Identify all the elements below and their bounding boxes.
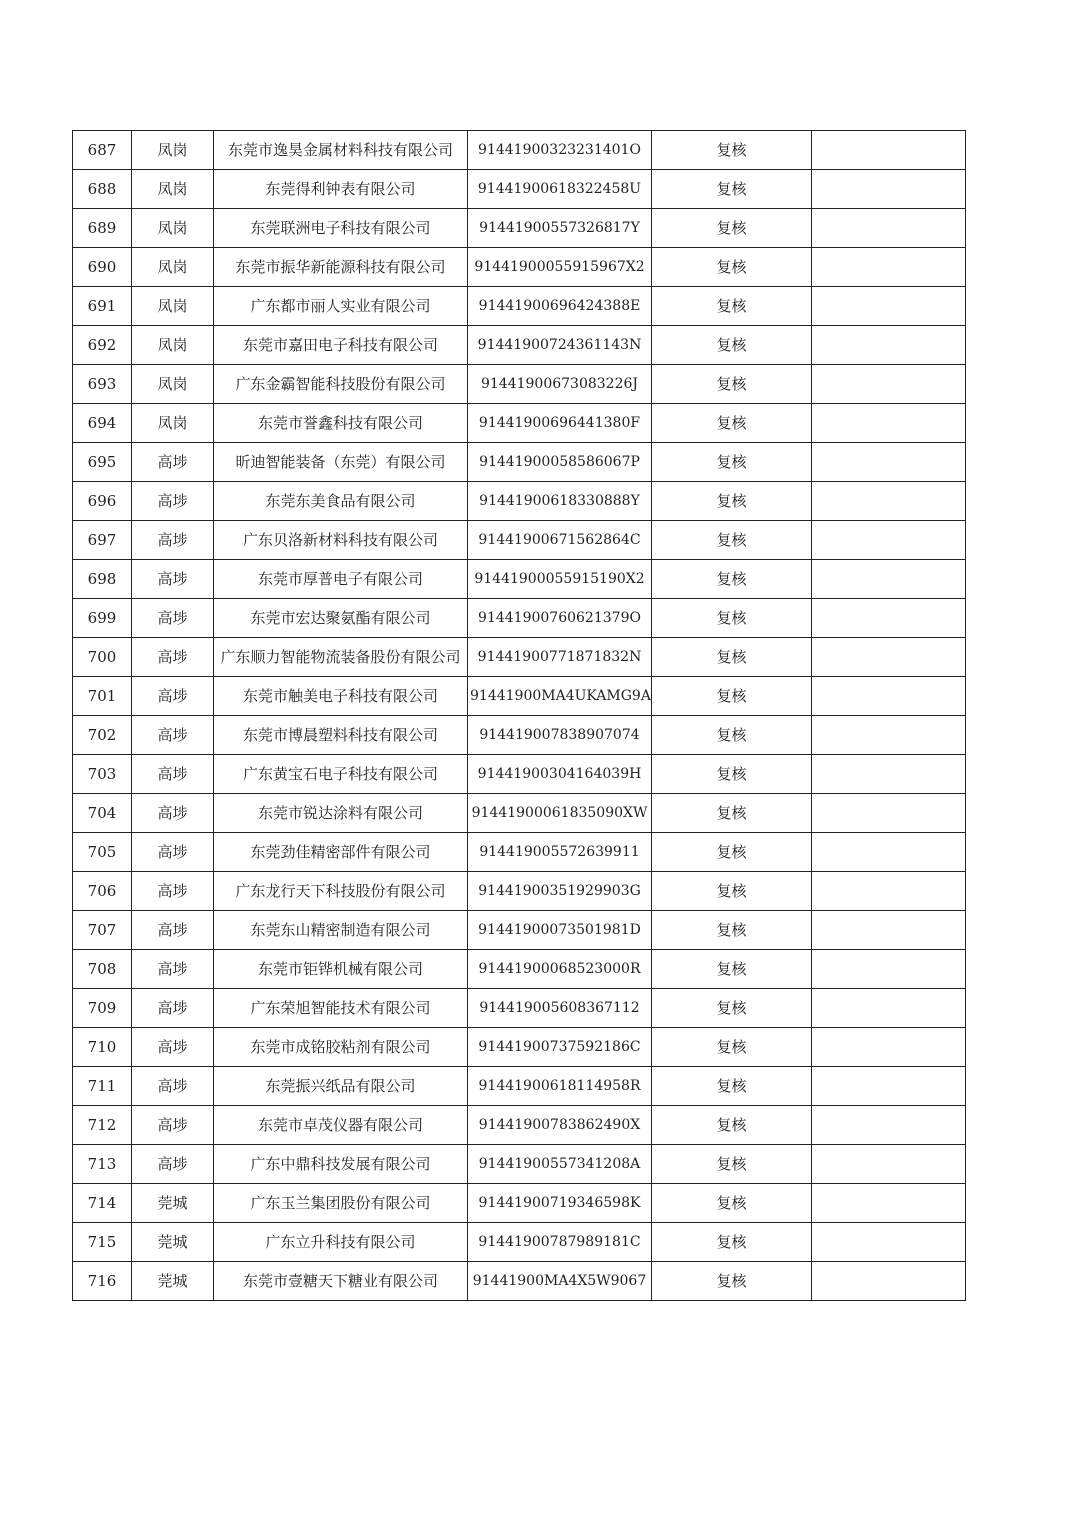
row-number: 697 [73, 521, 132, 560]
remark-cell [812, 326, 966, 365]
company-name: 东莞市卓茂仪器有限公司 [214, 1106, 468, 1145]
review-type: 复核 [652, 989, 812, 1028]
table-row [73, 755, 966, 794]
town-name: 高埗 [132, 482, 214, 521]
row-number: 699 [73, 599, 132, 638]
table-row [73, 404, 966, 443]
review-type: 复核 [652, 560, 812, 599]
row-number: 690 [73, 248, 132, 287]
credit-code: 91441900068523000R [468, 950, 652, 989]
remark-cell [812, 1223, 966, 1262]
table-row [73, 872, 966, 911]
row-number: 715 [73, 1223, 132, 1262]
table-row [73, 170, 966, 209]
remark-cell [812, 911, 966, 950]
table-row [73, 1184, 966, 1223]
table-row [73, 482, 966, 521]
town-name: 高埗 [132, 1028, 214, 1067]
row-number: 702 [73, 716, 132, 755]
credit-code: 91441900351929903G [468, 872, 652, 911]
row-number: 712 [73, 1106, 132, 1145]
review-type: 复核 [652, 443, 812, 482]
credit-code: 91441900696441380F [468, 404, 652, 443]
table-body [73, 131, 966, 1301]
company-name: 东莞东美食品有限公司 [214, 482, 468, 521]
remark-cell [812, 404, 966, 443]
row-number: 698 [73, 560, 132, 599]
enterprise-list-table [72, 130, 966, 1301]
credit-code: 91441900673083226J [468, 365, 652, 404]
company-name: 东莞市钜铧机械有限公司 [214, 950, 468, 989]
table-row [73, 1262, 966, 1301]
review-type: 复核 [652, 833, 812, 872]
town-name: 高埗 [132, 677, 214, 716]
row-number: 713 [73, 1145, 132, 1184]
company-name: 东莞市厚普电子有限公司 [214, 560, 468, 599]
town-name: 高埗 [132, 521, 214, 560]
row-number: 700 [73, 638, 132, 677]
row-number: 692 [73, 326, 132, 365]
credit-code: 91441900MA4X5W9067 [468, 1262, 652, 1301]
town-name: 凤岗 [132, 404, 214, 443]
credit-code: 91441900724361143N [468, 326, 652, 365]
company-name: 广东玉兰集团股份有限公司 [214, 1184, 468, 1223]
review-type: 复核 [652, 950, 812, 989]
town-name: 高埗 [132, 638, 214, 677]
table-row [73, 599, 966, 638]
row-number: 704 [73, 794, 132, 833]
credit-code: 91441900323231401O [468, 131, 652, 170]
table-row [73, 1145, 966, 1184]
credit-code: 91441900061835090XW [468, 794, 652, 833]
review-type: 复核 [652, 248, 812, 287]
town-name: 莞城 [132, 1262, 214, 1301]
company-name: 东莞市博晨塑料科技有限公司 [214, 716, 468, 755]
company-name: 东莞市触美电子科技有限公司 [214, 677, 468, 716]
credit-code: 91441900560836711​2 [468, 989, 652, 1028]
table-row [73, 209, 966, 248]
review-type: 复核 [652, 794, 812, 833]
credit-code: 91441900771871832N [468, 638, 652, 677]
row-number: 706 [73, 872, 132, 911]
credit-code: 91441900073501981D [468, 911, 652, 950]
table-row [73, 521, 966, 560]
review-type: 复核 [652, 170, 812, 209]
table-row [73, 248, 966, 287]
review-type: 复核 [652, 755, 812, 794]
town-name: 高埗 [132, 833, 214, 872]
table-row [73, 1106, 966, 1145]
review-type: 复核 [652, 131, 812, 170]
remark-cell [812, 1145, 966, 1184]
town-name: 凤岗 [132, 170, 214, 209]
row-number: 688 [73, 170, 132, 209]
town-name: 高埗 [132, 716, 214, 755]
row-number: 689 [73, 209, 132, 248]
remark-cell [812, 1106, 966, 1145]
credit-code: 91441900787989181C [468, 1223, 652, 1262]
credit-code: 91441900737592186C [468, 1028, 652, 1067]
company-name: 广东顺力智能物流装备股份有限公司 [214, 638, 468, 677]
review-type: 复核 [652, 872, 812, 911]
row-number: 687 [73, 131, 132, 170]
town-name: 凤岗 [132, 326, 214, 365]
remark-cell [812, 248, 966, 287]
town-name: 莞城 [132, 1184, 214, 1223]
remark-cell [812, 872, 966, 911]
row-number: 710 [73, 1028, 132, 1067]
town-name: 高埗 [132, 1067, 214, 1106]
company-name: 广东黄宝石电子科技有限公司 [214, 755, 468, 794]
company-name: 广东龙行天下科技股份有限公司 [214, 872, 468, 911]
remark-cell [812, 833, 966, 872]
review-type: 复核 [652, 1106, 812, 1145]
company-name: 东莞东山精密制造有限公司 [214, 911, 468, 950]
company-name: 东莞市逸昊金属材料科技有限公司 [214, 131, 468, 170]
company-name: 东莞市振华新能源科技有限公司 [214, 248, 468, 287]
town-name: 凤岗 [132, 209, 214, 248]
remark-cell [812, 365, 966, 404]
table-row [73, 443, 966, 482]
town-name: 高埗 [132, 443, 214, 482]
remark-cell [812, 1028, 966, 1067]
review-type: 复核 [652, 326, 812, 365]
table-row [73, 1028, 966, 1067]
credit-code: 91441900783862490X [468, 1106, 652, 1145]
review-type: 复核 [652, 404, 812, 443]
row-number: 707 [73, 911, 132, 950]
credit-code: 91441900058586067P [468, 443, 652, 482]
review-type: 复核 [652, 1223, 812, 1262]
company-name: 广东中鼎科技发展有限公司 [214, 1145, 468, 1184]
remark-cell [812, 443, 966, 482]
review-type: 复核 [652, 911, 812, 950]
company-name: 广东贝洛新材料科技有限公司 [214, 521, 468, 560]
company-name: 东莞市成铭胶粘剂有限公司 [214, 1028, 468, 1067]
row-number: 714 [73, 1184, 132, 1223]
review-type: 复核 [652, 716, 812, 755]
credit-code: 91441900783890707​4 [468, 716, 652, 755]
credit-code: 91441900557341208A [468, 1145, 652, 1184]
company-name: 广东都市丽人实业有限公司 [214, 287, 468, 326]
credit-code: 91441900557263991​1 [468, 833, 652, 872]
remark-cell [812, 1184, 966, 1223]
town-name: 高埗 [132, 911, 214, 950]
review-type: 复核 [652, 209, 812, 248]
review-type: 复核 [652, 482, 812, 521]
remark-cell [812, 1262, 966, 1301]
company-name: 广东荣旭智能技术有限公司 [214, 989, 468, 1028]
row-number: 703 [73, 755, 132, 794]
town-name: 凤岗 [132, 287, 214, 326]
town-name: 高埗 [132, 599, 214, 638]
table-row [73, 638, 966, 677]
town-name: 高埗 [132, 794, 214, 833]
town-name: 高埗 [132, 1145, 214, 1184]
row-number: 701 [73, 677, 132, 716]
row-number: 693 [73, 365, 132, 404]
remark-cell [812, 131, 966, 170]
review-type: 复核 [652, 1262, 812, 1301]
table-row [73, 677, 966, 716]
town-name: 高埗 [132, 950, 214, 989]
credit-code: 91441900557326817Y [468, 209, 652, 248]
remark-cell [812, 482, 966, 521]
company-name: 东莞振兴纸品有限公司 [214, 1067, 468, 1106]
credit-code: 91441900618114958R [468, 1067, 652, 1106]
remark-cell [812, 521, 966, 560]
table-row [73, 794, 966, 833]
company-name: 昕迪智能装备（东莞）有限公司 [214, 443, 468, 482]
row-number: 696 [73, 482, 132, 521]
remark-cell [812, 287, 966, 326]
remark-cell [812, 560, 966, 599]
review-type: 复核 [652, 1184, 812, 1223]
row-number: 708 [73, 950, 132, 989]
remark-cell [812, 989, 966, 1028]
credit-code: 91441900MA4UKAMG9A [468, 677, 652, 716]
remark-cell [812, 755, 966, 794]
company-name: 东莞市宏达聚氨酯有限公司 [214, 599, 468, 638]
credit-code: 914419006183224​58U [468, 170, 652, 209]
company-name: 东莞市锐达涂料有限公司 [214, 794, 468, 833]
review-type: 复核 [652, 1145, 812, 1184]
town-name: 凤岗 [132, 248, 214, 287]
remark-cell [812, 950, 966, 989]
row-number: 709 [73, 989, 132, 1028]
remark-cell [812, 209, 966, 248]
credit-code: 91441900671562864C [468, 521, 652, 560]
company-name: 东莞市壹糖天下糖业有限公司 [214, 1262, 468, 1301]
company-name: 东莞得利钟表有限公司 [214, 170, 468, 209]
review-type: 复核 [652, 365, 812, 404]
table-row [73, 716, 966, 755]
remark-cell [812, 677, 966, 716]
table-row [73, 365, 966, 404]
credit-code: 91441900618330888Y [468, 482, 652, 521]
table-row [73, 950, 966, 989]
table-row [73, 911, 966, 950]
review-type: 复核 [652, 638, 812, 677]
remark-cell [812, 794, 966, 833]
row-number: 705 [73, 833, 132, 872]
table-row [73, 833, 966, 872]
row-number: 691 [73, 287, 132, 326]
remark-cell [812, 170, 966, 209]
credit-code: 91441900055915190X2 [468, 560, 652, 599]
credit-code: 91441900304164039H [468, 755, 652, 794]
town-name: 凤岗 [132, 131, 214, 170]
company-name: 广东金霸智能科技股份有限公司 [214, 365, 468, 404]
town-name: 高埗 [132, 755, 214, 794]
town-name: 高埗 [132, 872, 214, 911]
table-row [73, 989, 966, 1028]
credit-code: 91441900719346598K [468, 1184, 652, 1223]
company-name: 东莞劲佳精密部件有限公司 [214, 833, 468, 872]
remark-cell [812, 1067, 966, 1106]
table-row [73, 131, 966, 170]
town-name: 高埗 [132, 989, 214, 1028]
remark-cell [812, 716, 966, 755]
credit-code: 91441900055915967X2 [468, 248, 652, 287]
table-row [73, 560, 966, 599]
town-name: 莞城 [132, 1223, 214, 1262]
review-type: 复核 [652, 1067, 812, 1106]
table-row [73, 287, 966, 326]
table-row [73, 1067, 966, 1106]
company-name: 东莞市誉鑫科技有限公司 [214, 404, 468, 443]
company-name: 广东立升科技有限公司 [214, 1223, 468, 1262]
company-name: 东莞市嘉田电子科技有限公司 [214, 326, 468, 365]
remark-cell [812, 599, 966, 638]
row-number: 716 [73, 1262, 132, 1301]
review-type: 复核 [652, 521, 812, 560]
row-number: 694 [73, 404, 132, 443]
credit-code: 91441900760621379O [468, 599, 652, 638]
table-row [73, 1223, 966, 1262]
row-number: 711 [73, 1067, 132, 1106]
remark-cell [812, 638, 966, 677]
company-name: 东莞联洲电子科技有限公司 [214, 209, 468, 248]
town-name: 高埗 [132, 1106, 214, 1145]
review-type: 复核 [652, 677, 812, 716]
town-name: 高埗 [132, 560, 214, 599]
town-name: 凤岗 [132, 365, 214, 404]
row-number: 695 [73, 443, 132, 482]
credit-code: 91441900696424388E [468, 287, 652, 326]
review-type: 复核 [652, 287, 812, 326]
review-type: 复核 [652, 1028, 812, 1067]
review-type: 复核 [652, 599, 812, 638]
table-row [73, 326, 966, 365]
